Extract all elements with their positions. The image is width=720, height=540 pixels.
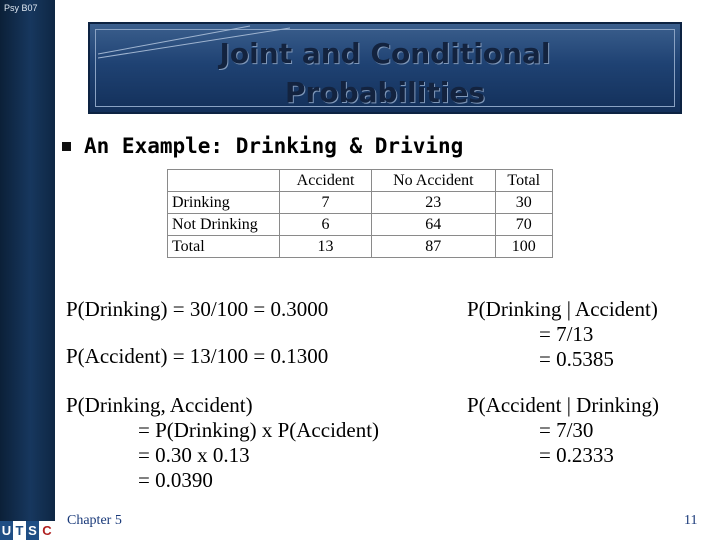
table-header-cell: No Accident: [372, 170, 495, 192]
logo-letter: C: [39, 521, 55, 540]
formula-p-drinking: P(Drinking) = 30/100 = 0.3000: [66, 297, 329, 321]
contingency-table: [167, 169, 553, 258]
table-cell: 70: [495, 214, 553, 236]
utsc-logo: [0, 521, 55, 540]
logo-letter: S: [26, 521, 39, 540]
formula-line: = P(Drinking) x P(Accident): [138, 418, 380, 442]
formula-line: = 0.30 x 0.13: [138, 443, 250, 467]
table-row: [168, 192, 553, 214]
slide-title: [90, 34, 680, 112]
slide-title-box: [88, 22, 682, 114]
slide-number: 11: [684, 513, 698, 528]
formula-line: = 0.5385: [539, 347, 614, 371]
table-cell: 87: [372, 236, 495, 258]
table-cell: 64: [372, 214, 495, 236]
left-sidebar-band: [0, 0, 55, 540]
formula-p-accident: P(Accident) = 13/100 = 0.1300: [66, 344, 329, 368]
formula-line: = 0.0390: [138, 468, 213, 492]
formula-accident-given-drinking: [467, 393, 659, 468]
table-header-cell: Total: [495, 170, 553, 192]
table-row: [168, 214, 553, 236]
square-bullet-icon: [62, 142, 71, 151]
table-header-cell: Accident: [280, 170, 372, 192]
table-row-label: Not Drinking: [168, 214, 280, 236]
course-code: Psy B07: [4, 3, 38, 13]
formula-drinking-given-accident: [467, 297, 658, 372]
table-row-label: Drinking: [168, 192, 280, 214]
table-cell: 30: [495, 192, 553, 214]
bullet-point: [62, 134, 463, 158]
table-row: [168, 236, 553, 258]
logo-letter: T: [13, 521, 26, 540]
table-header-cell: [168, 170, 280, 192]
formula-line: = 7/13: [539, 322, 594, 346]
logo-letter: U: [1, 523, 12, 538]
footer-chapter: Chapter 5: [67, 513, 122, 528]
table-header-row: [168, 170, 553, 192]
bullet-text: An Example: Drinking & Driving: [84, 134, 464, 158]
formula-line: = 0.2333: [539, 443, 614, 467]
table-cell: 100: [495, 236, 553, 258]
title-line-1: Joint and Conditional: [219, 37, 551, 70]
formula-joint-probability: [66, 393, 379, 493]
formula-line: P(Drinking | Accident): [467, 297, 658, 321]
table-cell: 13: [280, 236, 372, 258]
title-line-2: Probabilities: [285, 76, 485, 109]
table-cell: 7: [280, 192, 372, 214]
table-cell: 6: [280, 214, 372, 236]
table-cell: 23: [372, 192, 495, 214]
table-row-label: Total: [168, 236, 280, 258]
formula-line: P(Drinking, Accident): [66, 393, 253, 417]
formula-line: = 7/30: [539, 418, 594, 442]
formula-line: P(Accident | Drinking): [467, 393, 659, 417]
